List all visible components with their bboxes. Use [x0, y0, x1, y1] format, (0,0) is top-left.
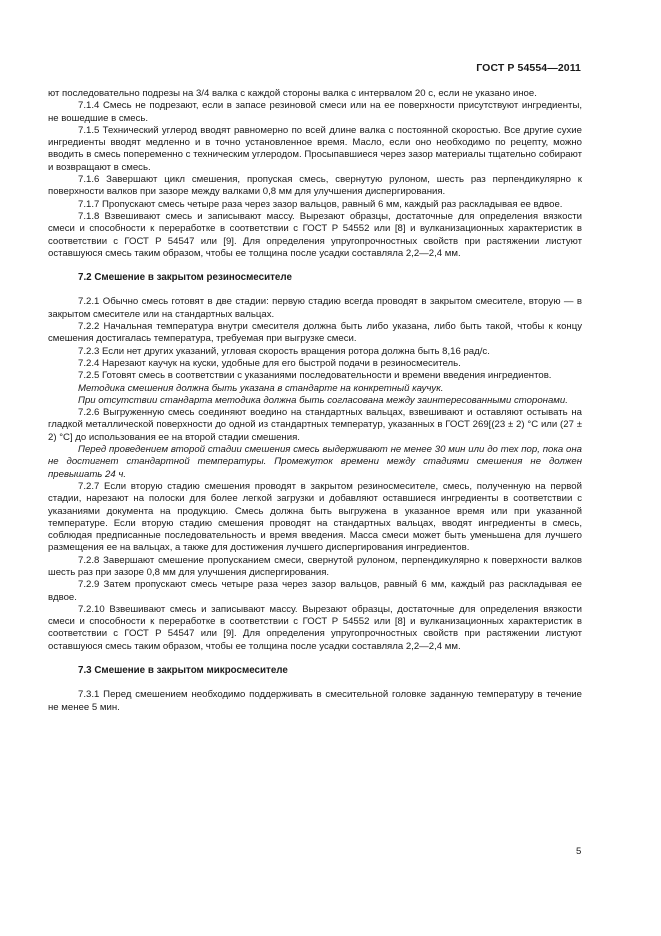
paragraph-7-1-6: 7.1.6 Завершают цикл смешения, пропуская смесь, свернутую рулоном, шесть раз перпендикулярно к поверхности валков при зазоре между валками 0,8 мм для улучшения диспергирования.: [48, 174, 582, 198]
document-code-header: ГОСТ Р 54554—2011: [476, 62, 581, 74]
paragraph-7-2-8: 7.2.8 Завершают смешение пропусканием смеси, свернутой рулоном, перпендикулярно к поверхности валков шесть раз при зазоре 0,8 мм для улучшения диспергирования.: [48, 554, 582, 578]
paragraph-7-2-6: 7.2.6 Выгруженную смесь соединяют воедино на стандартных вальцах, взвешивают и оставляют остывать на гладкой металлической поверхности до одной из стандартных температур, указанных в ГОСТ 269[(23 ± 2) °С или (27 ± 2) °С] до использования ее на второй стадии смешения.: [48, 407, 582, 443]
paragraph-7-2-4: 7.2.4 Нарезают каучук на куски, удобные для его быстрой подачи в резиносмеситель.: [78, 357, 461, 369]
paragraph-7-2-10: 7.2.10 Взвешивают смесь и записывают массу. Вырезают образцы, достаточные для определения вязкости смеси и способности к переработке в соответствии с ГОСТ Р 54552 или [8] и вулканизационных характеристик в соответствии с ГОСТ Р 54547 или [9]. Для определения упругопрочностных свойств при растяжении листуют оставшуюся смесь таким образом, чтобы ее толщина после усадки составляла 2,2—2,4 мм.: [48, 603, 582, 652]
paragraph-7-1-4: 7.1.4 Смесь не подрезают, если в запасе резиновой смеси или на ее поверхности присутствуют ингредиенты, не вошедшие в смесь.: [48, 100, 582, 124]
document-body: [48, 88, 582, 714]
section-heading-7-2: 7.2 Смешение в закрытом резиносмесителе: [78, 272, 292, 284]
note-mixing-method: Методика смешения должна быть указана в стандарте на конкретный каучук.: [78, 382, 444, 394]
note-no-standard: При отсутствии стандарта методика должна быть согласована между заинтересованными сторонами.: [78, 394, 568, 406]
paragraph-7-2-2: 7.2.2 Начальная температура внутри смесителя должна быть либо указана, либо быть такой, чтобы к концу смешения достигалась температура, требуемая при выгрузке смеси.: [48, 321, 582, 345]
paragraph-7-1-5: 7.1.5 Технический углерод вводят равномерно по всей длине валка с постоянной скоростью. Все другие сухие ингредиенты вводят медленно и в точно установленное время. Масло, если оно необходимо по рецепту, можно вводить в смесь попеременно с техническим углеродом. Просыпавшиеся через зазор материалы тщательно собирают и возвращают в смесь.: [48, 124, 582, 173]
paragraph-7-2-1: 7.2.1 Обычно смесь готовят в две стадии: первую стадию всегда проводят в закрытом смесителе, вторую — в закрытом смесителе или на стандартных вальцах.: [48, 296, 582, 320]
paragraph-7-2-7: 7.2.7 Если вторую стадию смешения проводят в закрытом резиносмесителе, смесь, полученную на первой стадии, нарезают на полоски для более легкой загрузки и добавляют оставшиеся ингредиенты в соответствии с указаниями документа на продукцию. Смесь должна быть выгружена в указанное время или при указанной температуре. Если вторую стадию смешения проводят на стандартных вальцах, вводят ингредиенты в смесь, соблюдая предписанные последовательность и время введения. Масса смеси может быть уменьшена для лучшего размещения ее на вальцах, а также для достижения лучшего диспергирования ингредиентов.: [48, 480, 582, 554]
paragraph-7-3-1: 7.3.1 Перед смешением необходимо поддерживать в смесительной головке заданную температуру в течение не менее 5 мин.: [48, 689, 582, 713]
paragraph-7-2-3: 7.2.3 Если нет других указаний, угловая скорость вращения ротора должна быть 8,16 рад/с.: [78, 345, 490, 357]
paragraph-7-2-5: 7.2.5 Готовят смесь в соответствии с указаниями последовательности и времени введения ингредиентов.: [78, 370, 552, 382]
section-heading-7-3: 7.3 Смешение в закрытом микросмесителе: [78, 665, 288, 677]
paragraph-7-2-9: 7.2.9 Затем пропускают смесь четыре раза через зазор вальцов, равный 6 мм, каждый раз раскладывая ее вдвое.: [48, 579, 582, 603]
paragraph-7-1-7: 7.1.7 Пропускают смесь четыре раза через зазор вальцов, равный 6 мм, каждый раз раскладывая ее вдвое.: [78, 198, 563, 210]
page-number: 5: [576, 846, 582, 857]
paragraph-7-1-8: 7.1.8 Взвешивают смесь и записывают массу. Вырезают образцы, достаточные для определения вязкости смеси и способности к переработке в соответствии с ГОСТ Р 54552 или [8] и вулканизационных характеристик в соответствии с ГОСТ Р 54547 или [9]. Для определения упругопрочностных свойств при растяжении листуют оставшуюся смесь таким образом, чтобы ее толщина после усадки составляла 2,2—2,4 мм.: [48, 210, 582, 259]
paragraph-7-1-3-continuation: ют последовательно подрезы на 3/4 валка с каждой стороны валка с интервалом 20 с, если не указано иное.: [48, 88, 537, 99]
note-second-stage: Перед проведением второй стадии смешения смесь выдерживают не менее 30 мин или до тех пор, пока она не достигнет стандартной температуры. Промежуток времени между стадиями смешения не должен превышать 24 ч.: [48, 444, 582, 480]
